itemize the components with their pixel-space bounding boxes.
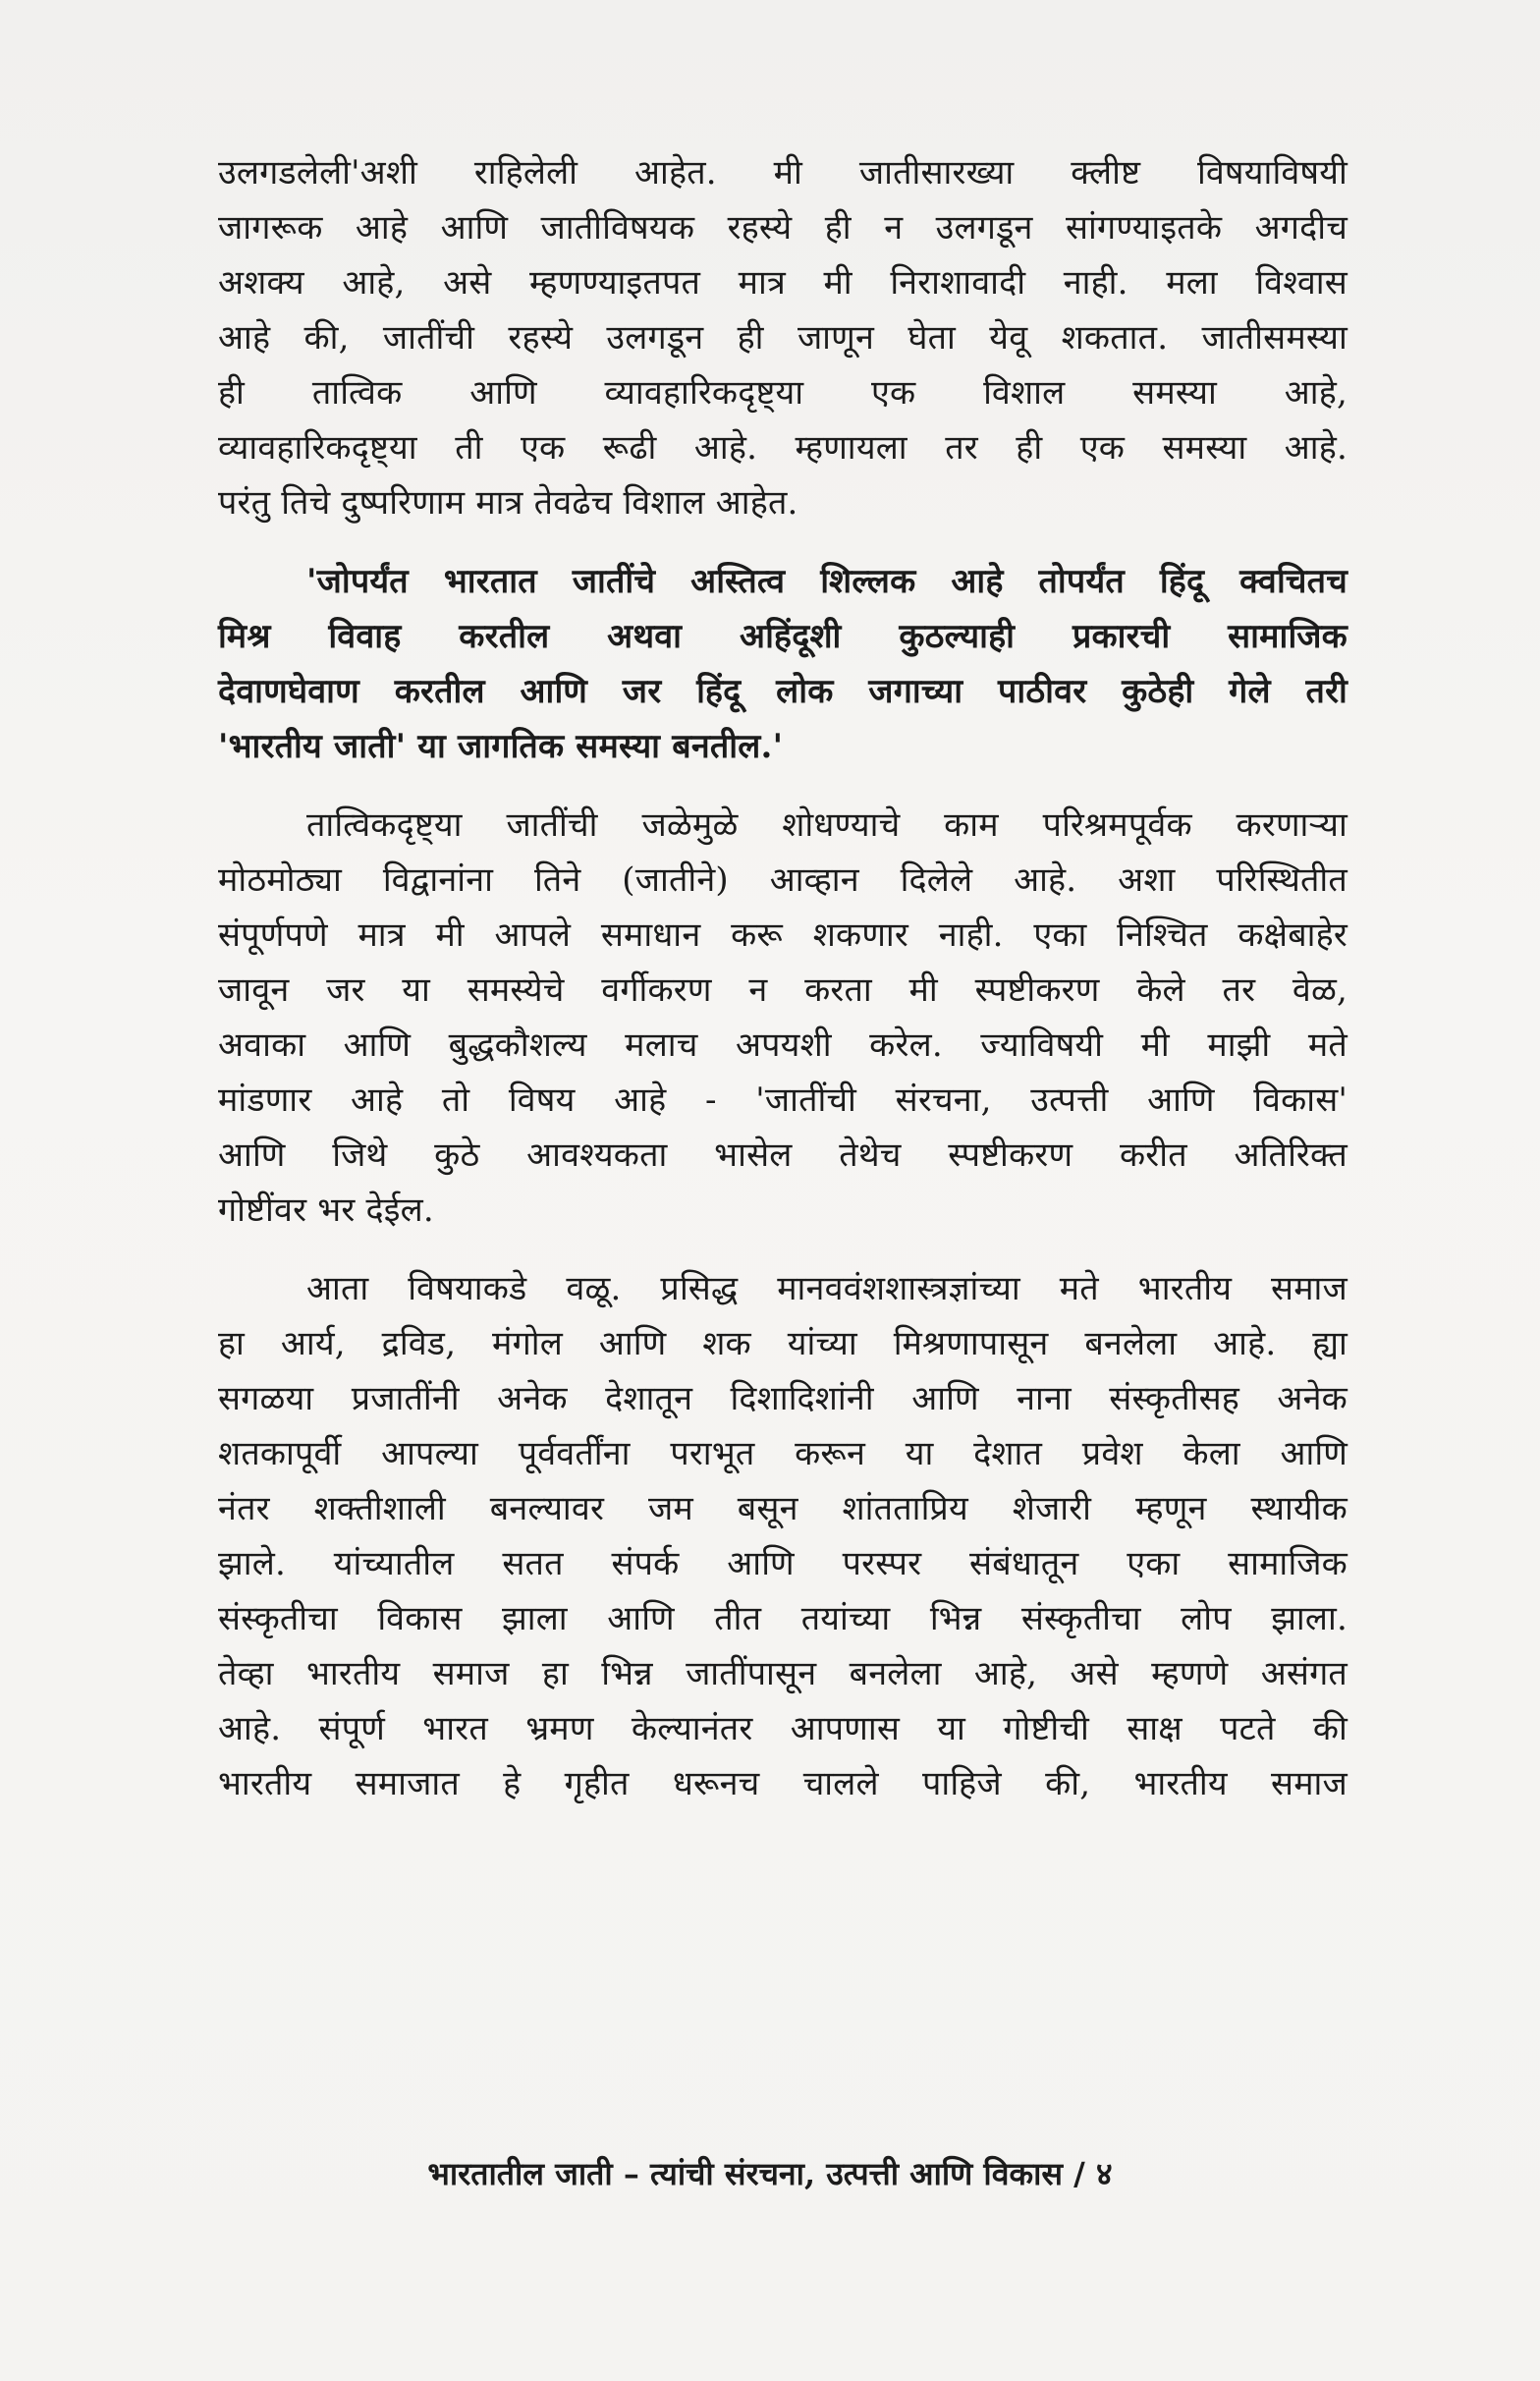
text-line: भारतीय समाजात हे गृहीत धरूनच चालले पाहिजे की, भारतीय समाज [218, 1764, 1348, 1803]
text-line: तात्विकदृष्ट्या जातींची जळेमुळे शोधण्याचे काम परिश्रमपूर्वक करणाऱ्या [306, 805, 1348, 845]
text-line: संस्कृतीचा विकास झाला आणि तीत तयांच्या भिन्न संस्कृतीचा लोप झाला. [218, 1599, 1348, 1638]
text-line: जावून जर या समस्येचे वर्गीकरण न करता मी स्पष्टीकरण केले तर वेळ, [218, 970, 1348, 1010]
text-line: अवाका आणि बुद्धकौशल्य मलाच अपयशी करेल. ज्याविषयी मी माझी मते [218, 1025, 1348, 1065]
paragraph-gap [218, 774, 1348, 798]
text-line: गोष्टींवर भर देईल. [218, 1190, 434, 1230]
text-line: संपूर्णपणे मात्र मी आपले समाधान करू शकणार नाही. एका निश्चित कक्षेबाहेर [218, 915, 1348, 955]
text-line: देवाणघेवाण करतील आणि जर हिंदू लोक जगाच्या पाठीवर कुठेही गेले तरी [218, 672, 1348, 711]
text-line: अशक्य आहे, असे म्हणण्याइतपत मात्र मी निराशावादी नाही. मला विश्वास [218, 263, 1348, 303]
text-line: उलगडलेली'अशी राहिलेली आहेत. मी जातीसारख्या क्लीष्ट विषयाविषयी [218, 153, 1348, 193]
quote-paragraph [218, 554, 1348, 774]
text-line: नंतर शक्तीशाली बनल्यावर जम बसून शांतताप्रिय शेजारी म्हणून स्थायीक [218, 1489, 1348, 1528]
text-line: आता विषयाकडे वळू. प्रसिद्ध मानववंशशास्त्रज्ञांच्या मते भारतीय समाज [306, 1269, 1348, 1308]
paragraph-gap [218, 530, 1348, 554]
text-line: तेव्हा भारतीय समाज हा भिन्न जातींपासून बनलेला आहे, असे म्हणणे असंगत [218, 1654, 1348, 1693]
text-line: आहे. संपूर्ण भारत भ्रमण केल्यानंतर आपणास या गोष्टीची साक्ष पटते की [218, 1709, 1348, 1748]
text-line: मांडणार आहे तो विषय आहे - 'जातींची संरचना, उत्पत्ती आणि विकास' [218, 1080, 1348, 1120]
paragraph [218, 798, 1348, 1238]
body-text [218, 145, 1348, 1811]
text-line: हा आर्य, द्रविड, मंगोल आणि शक यांच्या मिश्रणापासून बनलेला आहे. ह्या [218, 1324, 1348, 1363]
text-line: शतकापूर्वी आपल्या पूर्ववर्तींना पराभूत करून या देशात प्रवेश केला आणि [218, 1434, 1348, 1473]
paragraph [218, 145, 1348, 530]
text-line: मोठमोठ्या विद्वानांना तिने (जातीने) आव्हान दिलेले आहे. अशा परिस्थितीत [218, 860, 1348, 900]
paragraph [218, 1261, 1348, 1811]
paragraph-gap [218, 1238, 1348, 1261]
text-line: मिश्र विवाह करतील अथवा अहिंदूशी कुठल्याही प्रकारची सामाजिक [218, 617, 1348, 656]
text-line: झाले. यांच्यातील सतत संपर्क आणि परस्पर संबंधातून एका सामाजिक [218, 1544, 1348, 1583]
text-line: आहे की, जातींची रहस्ये उलगडून ही जाणून घेता येवू शकतात. जातीसमस्या [218, 318, 1348, 358]
text-line: जागरूक आहे आणि जातीविषयक रहस्ये ही न उलगडून सांगण्याइतके अगदीच [218, 208, 1348, 248]
page-footer: भारतातील जाती – त्यांची संरचना, उत्पत्ती आणि विकास / ४ [427, 2155, 1113, 2192]
text-line: आणि जिथे कुठे आवश्यकता भासेल तेथेच स्पष्टीकरण करीत अतिरिक्त [218, 1135, 1348, 1175]
text-line: व्यावहारिकदृष्ट्या ती एक रूढी आहे. म्हणायला तर ही एक समस्या आहे. [218, 428, 1348, 468]
text-line: ही तात्विक आणि व्यावहारिकदृष्ट्या एक विशाल समस्या आहे, [218, 373, 1348, 413]
text-line: 'भारतीय जाती' या जागतिक समस्या बनतील.' [218, 727, 784, 766]
text-line: परंतु तिचे दुष्परिणाम मात्र तेवढेच विशाल आहेत. [218, 483, 798, 523]
text-line: 'जोपर्यंत भारतात जातींचे अस्तित्व शिल्लक आहे तोपर्यंत हिंदू क्वचितच [306, 562, 1348, 601]
text-line: सगळया प्रजातींनी अनेक देशातून दिशादिशांनी आणि नाना संस्कृतीसह अनेक [218, 1379, 1348, 1418]
